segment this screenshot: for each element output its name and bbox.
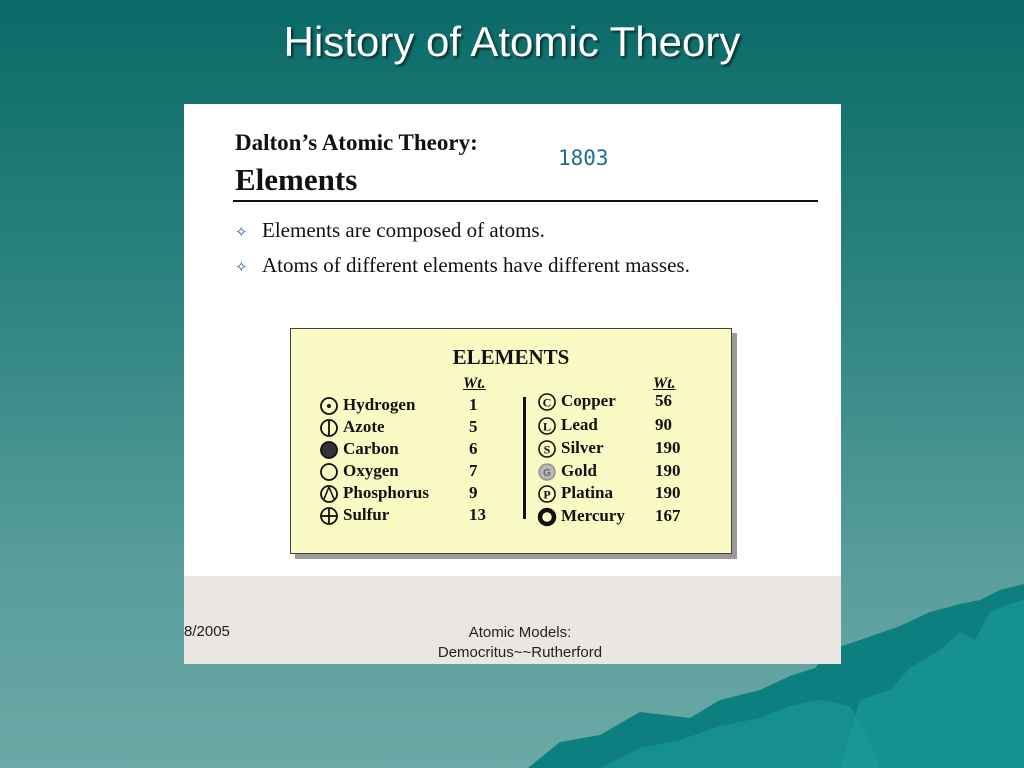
element-name: Platina [561, 483, 613, 502]
element-weight: 167 [655, 506, 681, 525]
element-name: Hydrogen [343, 395, 416, 414]
ring-circle-icon [537, 507, 557, 527]
element-row-hydrogen [319, 395, 519, 417]
element-weight: 190 [655, 483, 681, 502]
dot-circle-icon [319, 396, 339, 416]
element-row-carbon [319, 439, 519, 461]
phosphorus-circle-icon [319, 484, 339, 504]
elements-table [290, 328, 732, 554]
element-row-silver [537, 438, 727, 460]
svg-text:P: P [543, 487, 551, 502]
element-name: Gold [561, 461, 597, 480]
element-row-azote [319, 417, 519, 439]
element-weight: 5 [469, 417, 478, 436]
element-row-copper [537, 391, 727, 413]
element-row-mercury [537, 506, 727, 528]
element-name: Phosphorus [343, 483, 429, 502]
element-row-gold [537, 461, 727, 483]
slide-title: History of Atomic Theory [283, 18, 741, 65]
letter-circle-icon [537, 484, 557, 504]
gold-circle-icon [537, 462, 557, 482]
element-name: Mercury [561, 506, 625, 525]
element-row-lead [537, 415, 727, 437]
filled-circle-icon [319, 440, 339, 460]
svg-text:C: C [542, 395, 552, 410]
bullet-item [235, 253, 690, 278]
cross-circle-icon [319, 506, 339, 526]
footer-topic [420, 623, 620, 663]
element-name: Copper [561, 391, 616, 410]
bullet-text: Elements are composed of atoms. [262, 218, 545, 242]
element-weight: 13 [469, 505, 486, 524]
element-name: Azote [343, 417, 385, 436]
element-weight: 1 [469, 395, 478, 414]
element-weight: 9 [469, 483, 478, 502]
element-row-sulfur [319, 505, 519, 527]
weight-header: Wt. [463, 375, 486, 392]
svg-text:S: S [543, 442, 551, 457]
element-row-platina [537, 483, 727, 505]
element-name: Carbon [343, 439, 399, 458]
bullet-icon: ✧ [235, 260, 248, 276]
footer-topic-line: Atomic Models: [468, 624, 572, 641]
svg-text:L: L [542, 419, 552, 434]
elements-heading: Elements [235, 162, 358, 197]
element-name: Oxygen [343, 461, 399, 480]
bullet-text: Atoms of different elements have different masses. [262, 253, 690, 277]
element-weight: 190 [655, 461, 681, 480]
element-weight: 7 [469, 461, 478, 480]
scanned-figure [184, 104, 841, 664]
theory-heading: Dalton’s Atomic Theory: [235, 130, 478, 155]
footer-topic-line: Democritus~~Rutherford [437, 644, 603, 661]
element-weight: 6 [469, 439, 478, 458]
heading-rule [233, 200, 818, 202]
footer-date: 8/2005 [184, 623, 230, 640]
element-name: Sulfur [343, 505, 390, 524]
column-divider [523, 397, 526, 519]
letter-circle-icon [537, 416, 557, 436]
element-weight: 90 [655, 415, 672, 434]
element-row-phosphorus [319, 483, 519, 505]
empty-circle-icon [319, 462, 339, 482]
letter-circle-icon [537, 392, 557, 412]
year-label: 1803 [558, 146, 609, 170]
bullet-item [235, 218, 545, 243]
letter-circle-icon [537, 439, 557, 459]
bullet-icon: ✧ [235, 225, 248, 241]
elements-table-title: ELEMENTS [452, 345, 570, 369]
element-row-oxygen [319, 461, 519, 483]
element-weight: 190 [655, 438, 681, 457]
svg-text:G: G [543, 468, 551, 479]
line-circle-icon [319, 418, 339, 438]
element-name: Lead [561, 415, 598, 434]
weight-header: Wt. [653, 375, 676, 392]
element-name: Silver [561, 438, 604, 457]
element-weight: 56 [655, 391, 672, 410]
